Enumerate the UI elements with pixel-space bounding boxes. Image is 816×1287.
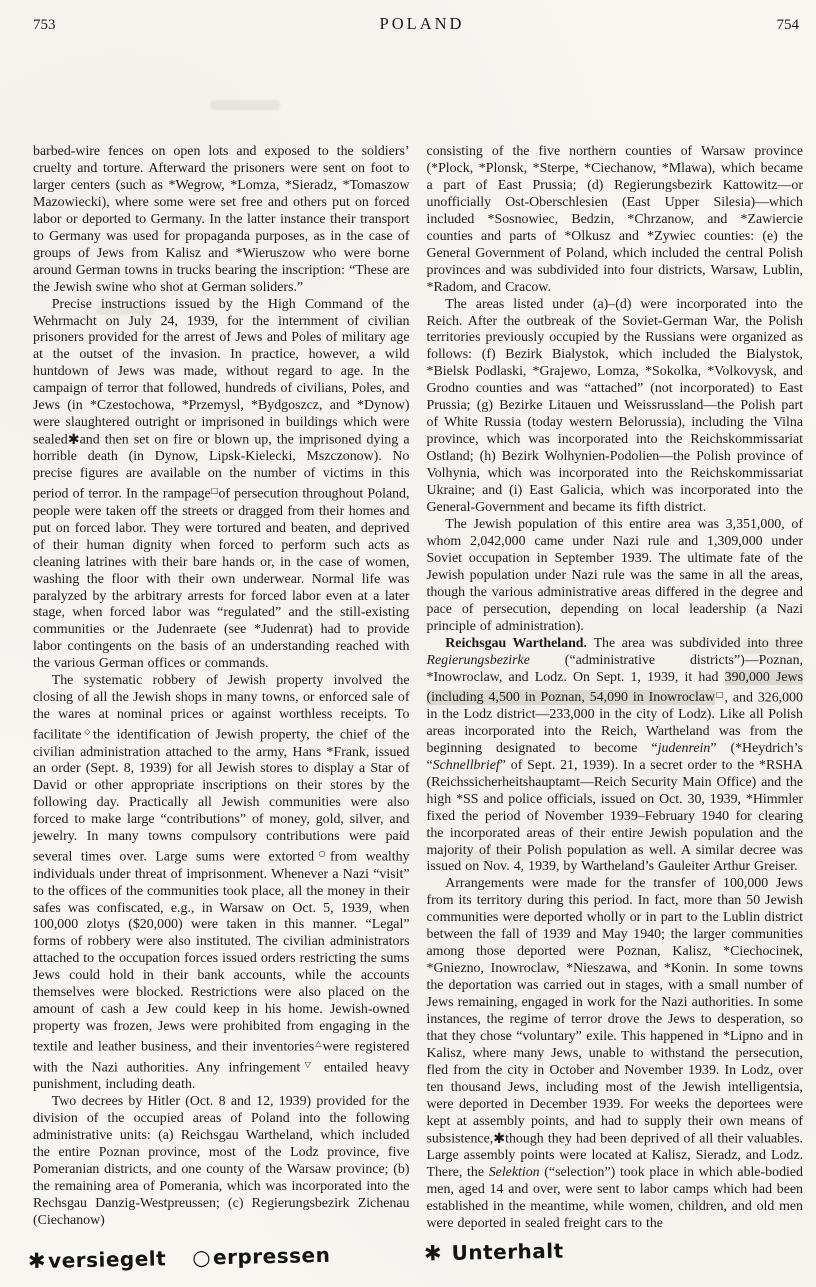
diamond-mark: ◇ [81, 727, 94, 737]
text-run: Selektion [488, 1164, 540, 1180]
hand-asterisk-mark: ✱ [67, 432, 80, 449]
text-run: Two decrees by Hitler (Oct. 8 and 12, 1939) provided for the division of the occupied areas of Poland into the following administrative units: (a) Reichsgau Wartheland, which included the entire Poznan province, most of the Lodz province, five Pomeranian districts, and one county of the Warsaw province; (b) the remaining area of Pomerania, which was incorporated into the Rechsgau Danzig-Westpreussen; (c) Regierungsbezirk Zichenau (Ciechanow) [33, 1093, 410, 1228]
text-run: of persecution throughout Poland, people were taken off the streets or dragged from their homes and put on forced labor. They were tortured and beaten, and deprived of their human dignity when forced to perform such acts as cleaning latrines with their bare hands or, in the case of women, washing the floor with their own underwear. Normal life was paralyzed by the arbitrary arrests for forced labor even at a later stage, when forced labor was “regulated” and the still-existing communities or the Judenraete (see *Judenrat) had to provide labor contingents on the basis of an understanding reached with the various German offices or commands. [33, 486, 410, 672]
text-run: The areas listed under (a)–(d) were incorporated into the Reich. After the outbreak of the Soviet-German War, the Polish territories previously occupied by the Russians were organized as follows: (f) Bezirk Bialystok, which included the Bialystok, *Bielsk Podlaski, *Grajewo, Lomza, *Sokolka, *Volkovysk, and Grodno counties and was “attached” (not incorporated) to East Prussia; (g) Bezirke Litauen und Weissrussland—the Polish part of White Russia (today western Belorussia), including the Vilna province, which was incorporated into the Reichskommissariat Ostland; (h) Bezirk Wolhynien-Podolien—the Polish province of Volhynia, which was incorporated into the Reichskommissariat Ukraine; and (i) East Galicia, which was incorporated into the General-Government and became its fifth district. [426, 296, 803, 516]
hand-asterisk-icon: ✱ [27, 1248, 47, 1274]
left-column [33, 144, 410, 1233]
paragraph [427, 517, 804, 636]
text-run: entailed heavy punishment, including death. [33, 1059, 410, 1092]
page-header [33, 14, 803, 34]
text-run: Schnellbrief [432, 757, 500, 773]
paragraph [33, 144, 410, 297]
text-run: ” (*Heydrich’s “ [426, 740, 804, 773]
handwritten-note-left [28, 1243, 331, 1273]
handwritten-word-versiegelt: versiegelt [47, 1246, 167, 1273]
text-run: Regierungsbezirke [426, 652, 530, 668]
text-run: ” of Sept. 21, 1939). In a secret order to the *RSHA (Reichssicherheitshauptamt—Reich Security Main Office) and the high *SS and police officials, issued on Oct. 30, 1939, *Himmler fixed the period of November 1939–February 1940 for clearing the incorporated areas of their entire Jewish population and the majority of their Polish population as well. A similar decree was issued on Nov. 4, 1939, by Wartheland’s Gauleiter Arthur Greiser. [426, 757, 803, 875]
scan-smudge [450, 851, 530, 861]
paragraph [427, 636, 804, 877]
handwritten-note-right [424, 1239, 564, 1266]
text-run: and then set on fire or blown up, the imprisoned dying a horrible death (in Dynow, Lipsk-Kielecki, Mszczonow). No precise figures are available on the number of victims in this period of terror. In the rampage [33, 432, 410, 502]
text-run: from wealthy individuals under threat of imprisonment. Whenever a Nazi “visit” to the offices of the communities took place, all the money in their safes was confiscated, e.g., in Warsaw on Oct. 5, 1939, when 100,000 zlotys ($20,000) were taken in this manner. “Legal” forms of robbery were also instituted. The civilian administrators attached to the occupation forces issued orders restricting the sums Jews could hold in their bank accounts, while the accounts themselves were blocked. Restrictions were also placed on the amount of cash a Jew could keep in his home. Jewish-owned property was frozen, Jews were prohibited from engaging in the textile and leather business, and their inventories [33, 849, 410, 1055]
text-run: judenrein [657, 740, 711, 756]
paragraph [33, 1094, 410, 1230]
text-run: 390,000 Jews (including 4,500 in Poznan, 54,090 in Inowroclaw [426, 669, 803, 705]
text-run: Precise instructions issued by the High Command of the Wehrmacht on July 24, 1939, for the internment of civilian prisoners provided for the arrest of Jews and Poles of military age at the outset of the invasion. In practice, however, a wild huntdown of Jews was made, without regard to age. In the campaign of terror that followed, hundreds of civilians, Poles, and Jews (in *Czestochowa, *Przemysl, *Bydgoszcz, and *Dynow) were slaughtered outright or imprisoned in buildings which were sealed [33, 296, 410, 448]
running-title: POLAND [379, 14, 465, 33]
hand-asterisk-mark: ✱ [493, 1130, 506, 1147]
handwritten-word-erpressen: erpressen [212, 1242, 331, 1270]
page-number-left: 753 [33, 17, 56, 33]
text-run: were registered with the Nazi authorities. Any infringement [33, 1039, 410, 1075]
square-mark: □ [715, 689, 725, 699]
text-run: (“selection”) took place in which able-bodied men, aged 14 and over, were sent to labor camps which had been established in the meantime, while women, children, and old men were deported in sealed freight cars to the [426, 1164, 803, 1231]
triangle-down-mark: ▽ [300, 1059, 316, 1069]
scan-smudge [96, 306, 154, 315]
paragraph [427, 297, 804, 517]
spacer [166, 1265, 192, 1266]
text-run: The area was subdivided into three [593, 635, 803, 651]
text-run: The systematic robbery of Jewish property involved the closing of all the Jewish shops in many towns, or enforced sale of the wares at nominal prices or against worthless receipts. To facilitate [33, 673, 410, 743]
right-column [427, 144, 804, 1233]
text-run: though they had been deprived of all their valuables. Large assembly points were located at Kalisz, Sieradz, and Lodz. There, the [426, 1131, 803, 1180]
text-run: Arrangements were made for the transfer of 100,000 Jews from its territory during this period. In fact, more than 50 Jewish communities were deported wholly or in part to the Lublin district between the fall of 1939 and May 1940; the larger communities among those deported were Poznan, Kalisz, *Ciechocinek, *Gniezno, Inowroclaw, *Nieszawa, and *Konin. In some towns the deportation was carried out in stages, with a small number of Jews remaining, engaged in work for the Nazi authorities. In some instances, the regime of terror drove the Jews to desperation, so that they chose “voluntary” exile. This happened in *Lipno and in Kalisz, where many Jews, unable to withstand the persecution, fled from the city in October and November 1939. In Lodz, over ten thousand Jews, including most of the Jewish intelligentsia, were deported in December 1939. For weeks the deportees were kept at assembly points, and had to supply their own means of subsistence, [426, 876, 803, 1146]
scan-smudge [210, 100, 280, 110]
paragraph [427, 876, 804, 1232]
circle-mark: ○ [314, 849, 331, 859]
page-number-right: 754 [776, 17, 799, 33]
text-run: The Jewish population of this entire area was 3,351,000, of whom 2,042,000 came under Nazi rule and 1,309,000 under Soviet occupation in September 1939. The ultimate fate of the Jewish population under Nazi rule was the same in all the areas, though the various administrative areas differed in the degree and pace of persecution, depending on local leadership (a Nazi principle of administration). [426, 516, 803, 634]
text-run: , and 326,000 in the Lodz district—233,000 in the city of Lodz). Like all Polish areas incorporated into the Reich, Wartheland was from the beginning designated to become “ [426, 689, 803, 756]
paragraph [33, 673, 410, 1094]
scan-smudge [742, 640, 800, 654]
text-run: (“administrative districts”)—Poznan, *Inowroclaw, and Lodz. On Sept. 1, 1939, it had [426, 652, 803, 685]
square-mark: □ [210, 486, 219, 496]
text-run: the identification of Jewish property, the chief of the civilian administration attached to the army, Hans *Frank, issued an order (Sept. 8, 1939) for all Jewish stores to display a Star of David or other appropriate inscriptions on their stores by the following day. Practically all Jewish communities were also forced to make large “contributions” of money, gold, silver, and jewelry. In many towns compulsory contributions were paid several times over. Large sums were extorted [33, 727, 410, 865]
text-run: consisting of the five northern counties of Warsaw province (*Plock, *Plonsk, *Sterpe, *Ciechanow, *Mlawa), which became a part of East Prussia; (d) Regierungsbezirk Kattowitz—or unofficially Ost-Oberschlesien (East Upper Silesia)—which included *Sosnowiec, Bedzin, *Chrzanow, and *Zawiercie counties and parts of *Olkusz and *Zywiec counties: (e) the General Government of Poland, which included the central Polish provinces and was subdivided into four districts, Warsaw, Lublin, *Radom, and Cracow. [426, 144, 803, 295]
paragraph [33, 297, 410, 674]
paragraph [427, 144, 804, 297]
text-run: Reichsgau Wartheland. [445, 635, 594, 651]
triangle-up-mark: △ [314, 1039, 323, 1049]
handwritten-word-unterhalt: Unterhalt [451, 1238, 564, 1265]
scan-smudge [630, 1195, 720, 1205]
hand-circle-icon: ○ [191, 1245, 212, 1270]
text-run: barbed-wire fences on open lots and exposed to the soldiers’ cruelty and torture. Afterward the prisoners were sent on foot to larger centers (such as *Wegrow, *Lomza, *Sieradz, *Tomaszow Mazowiecki), where some were set free and others put on forced labor or deported to Germany. In the latter instance their transport to Germany was used for propaganda purposes, as in the case of groups of Jews from Kalisz and *Wieruszow who were borne around German towns in trucks bearing the inscription: “These are the Jewish swine who shot at German soliders.” [33, 144, 410, 295]
hand-asterisk-icon: ✱ [423, 1241, 443, 1266]
